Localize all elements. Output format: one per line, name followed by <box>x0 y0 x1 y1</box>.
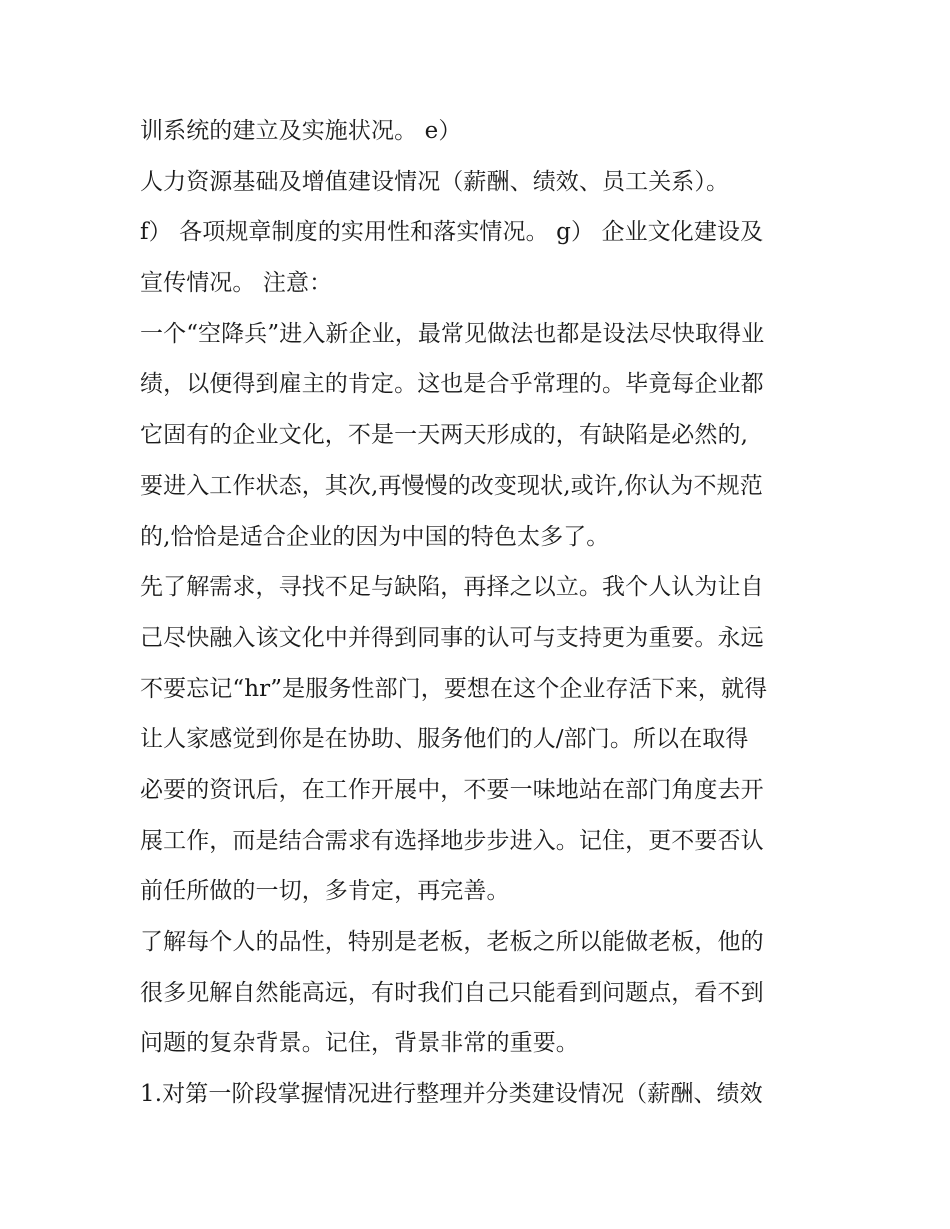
text-line-4: 宣传情况。 注意： <box>140 270 333 297</box>
text-line-7: 它固有的企业文化，不是一天两天形成的，有缺陷是必然的, <box>140 422 749 449</box>
text-line-10: 先了解需求，寻找不足与缺陷，再择之以立。我个人认为让自 <box>140 574 764 601</box>
text-line-11: 己尽快融入该文化中并得到同事的认可与支持更为重要。永远 <box>140 624 764 651</box>
text-line-17: 了解每个人的品性，特别是老板，老板之所以能做老板，他的 <box>140 929 764 955</box>
text-line-19: 问题的复杂背景。记住，背景非常的重要。 <box>140 1030 579 1057</box>
text-line-13: 让人家感觉到你是在协助、服务他们的人/部门。所以在取得 <box>140 726 749 753</box>
text-line-16: 前任所做的一切，多肯定，再完善。 <box>140 878 510 905</box>
text-line-6: 绩，以便得到雇主的肯定。这也是合乎常理的。毕竟每企业都 <box>140 371 764 398</box>
body-text <box>140 106 815 1120</box>
text-line-5: 一个“空降兵”进入新企业，最常见做法也都是设法尽快取得业 <box>140 320 765 347</box>
text-line-9: 的,恰恰是适合企业的因为中国的特色太多了。 <box>140 523 610 550</box>
text-line-2: 人力资源基础及增值建设情况（薪酬、绩效、员工关系）。 <box>140 168 730 195</box>
text-line-20: 1.对第一阶段掌握情况进行整理并分类建设情况（薪酬、绩效 <box>140 1081 763 1108</box>
text-line-15: 展工作，而是结合需求有选择地步步进入。记住，更不要否认 <box>140 827 764 854</box>
text-line-14: 必要的资讯后，在工作开展中，不要一味地站在部门角度去开 <box>140 776 764 803</box>
text-line-1: 训系统的建立及实施状况。 e） <box>140 118 462 144</box>
text-line-3: f） 各项规章制度的实用性和落实情况。 g） 企业文化建设及 <box>140 219 764 246</box>
text-line-18: 很多见解自然能高远，有时我们自己只能看到问题点，看不到 <box>140 979 764 1006</box>
text-line-8: 要进入工作状态，其次,再慢慢的改变现状,或许,你认为不规范 <box>140 472 763 499</box>
text-line-12: 不要忘记“hr”是服务性部门，要想在这个企业存活下来，就得 <box>140 675 768 702</box>
